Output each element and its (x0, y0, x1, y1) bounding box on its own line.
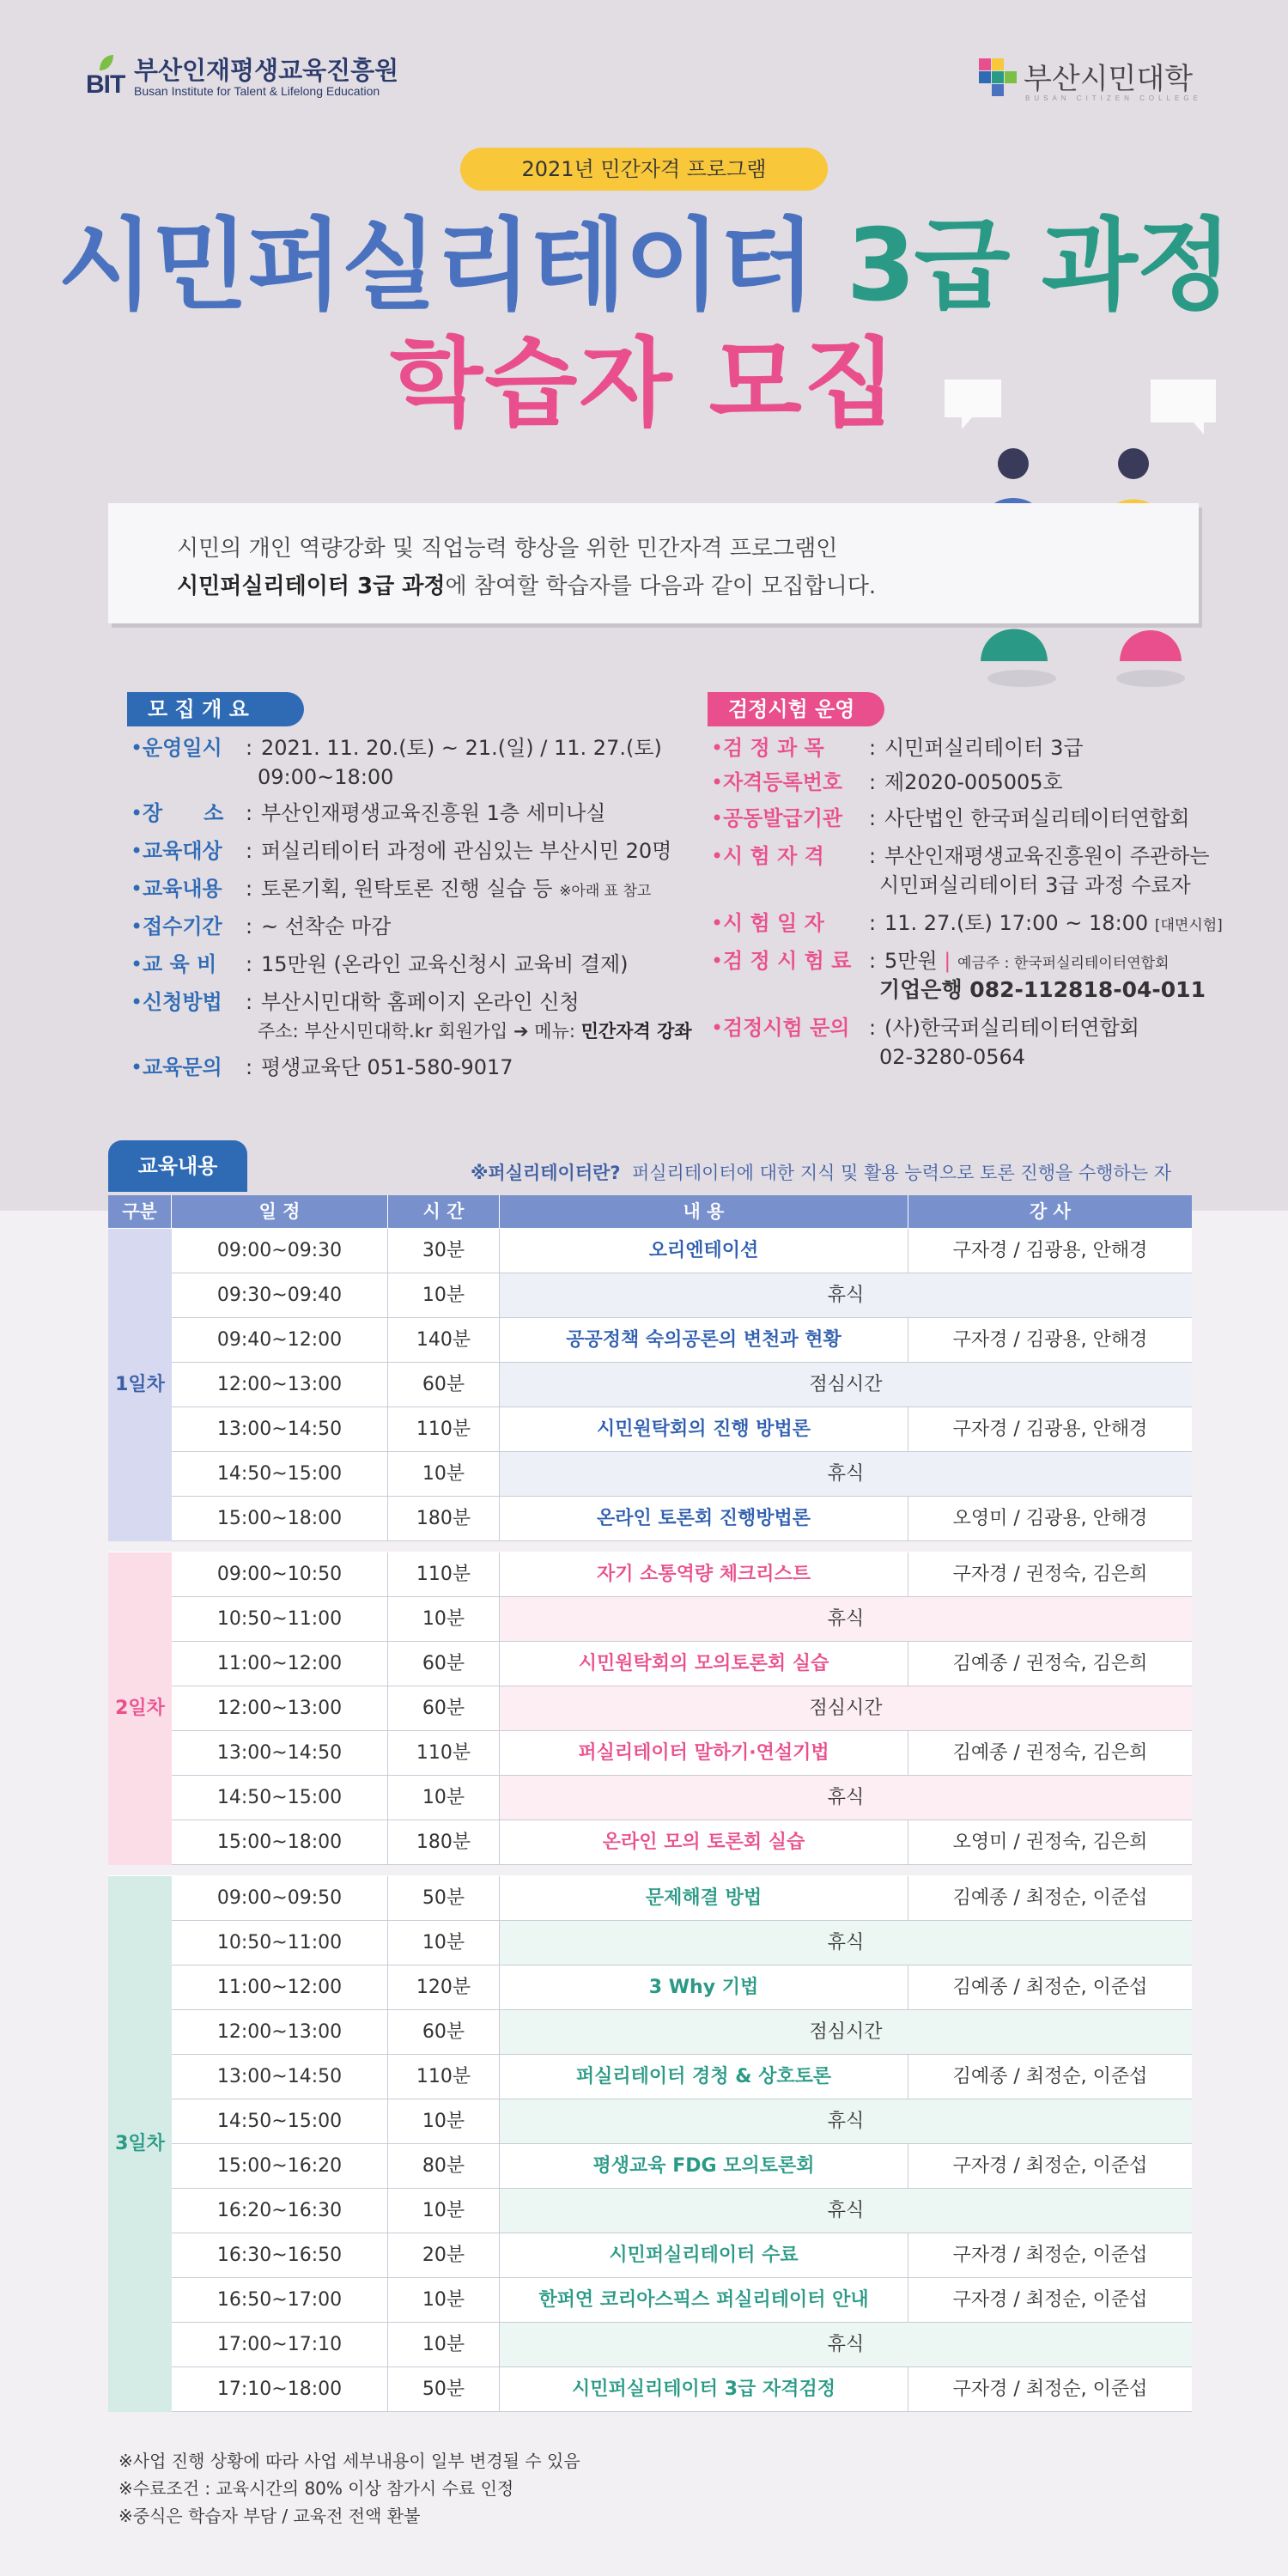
exam-item-regno: •자격등록번호 : 제2020-005005호 (711, 768, 1063, 797)
cell-instructor: 구자경 / 김광용, 안해경 (952, 1419, 1148, 1440)
cell-time: 14:50~15:00 (172, 1776, 388, 1820)
overview-label: 장 소 (143, 801, 224, 825)
cell-time: 09:30~09:40 (172, 1273, 388, 1317)
cell-content: 3 Why 기법 (500, 1965, 908, 2009)
cell-time: 13:00~14:50 (172, 1407, 388, 1451)
intro-box (108, 503, 1199, 623)
cell-content: 문제해결 방법 (500, 1876, 908, 1920)
table-row (172, 1642, 1192, 1686)
cell-duration: 30분 (388, 1229, 500, 1273)
cell-break: 점심시간 (500, 2010, 1192, 2054)
apply-menu: 민간자격 강좌 (580, 1021, 692, 1042)
cell-instructor: 김예종 / 권정숙, 김은희 (952, 1742, 1148, 1764)
cell-time: 11:00~12:00 (172, 1965, 388, 2009)
overview-label: 교 육 비 (143, 952, 217, 976)
table-row (172, 1318, 1192, 1363)
exam-label: 자격등록번호 (723, 770, 843, 794)
cell-time: 10:50~11:00 (172, 1921, 388, 1965)
bcc-logo[interactable] (979, 55, 1219, 106)
day-label-char: 차 (146, 1698, 165, 1719)
bcc-mark-icon (979, 58, 1017, 96)
cell-duration: 10분 (388, 2099, 500, 2143)
cell-duration: 110분 (388, 1407, 500, 1451)
schedule-body (108, 1228, 1192, 2412)
exam-label: 검 정 시 험 료 (723, 949, 852, 973)
schedule-tab[interactable]: 교육내용 (108, 1140, 247, 1192)
cell-break: 휴식 (500, 1776, 1192, 1820)
cell-duration: 50분 (388, 2367, 500, 2411)
cell-break: 휴식 (500, 1597, 1192, 1641)
exam-label: 시 험 자 격 (723, 844, 824, 868)
footnote: ※수료조건 : 교육시간의 80% 이상 참가시 수료 인정 (118, 2478, 514, 2499)
header-day: 구분 (108, 1195, 172, 1228)
cell-instructor: 구자경 / 권정숙, 김은희 (952, 1564, 1148, 1585)
overview-label: 교육내용 (143, 877, 222, 901)
table-row (172, 2144, 1192, 2189)
exam-value: 제2020-005005호 (884, 770, 1063, 794)
table-row (172, 1686, 1192, 1731)
bcc-name-ko: 부산시민대학 (1024, 62, 1194, 96)
day-block-2 (108, 1552, 1192, 1865)
cell-break: 휴식 (500, 1273, 1192, 1317)
bit-name-en: Busan Institute for Talent & Lifelong Education (134, 84, 380, 98)
cell-content: 한퍼연 코리아스픽스 퍼실리테이터 안내 (500, 2278, 908, 2322)
cell-instructor: 구자경 / 최정순, 이준섭 (952, 2245, 1148, 2266)
overview-item-contact: •교육문의 : 평생교육단 051-580-9017 (131, 1053, 513, 1082)
cell-duration: 20분 (388, 2233, 500, 2277)
overview-value: ~ 선착순 마감 (261, 914, 392, 939)
cell-duration: 10분 (388, 1597, 500, 1641)
day-block-3 (108, 1875, 1192, 2412)
exam-item-eligibility: •시 험 자 격 : 부산인재평생교육진흥원이 주관하는 시민퍼실리테이터 3급 과정 수료자 (711, 841, 1210, 871)
overview-value2: 09:00~18:00 (258, 765, 394, 789)
cell-time: 10:50~11:00 (172, 1597, 388, 1641)
main-title (0, 206, 1288, 326)
overview-item-content: •교육내용 : 토론기획, 원탁토론 진행 실습 등 ※아래 표 참고 (131, 874, 651, 906)
cell-duration: 60분 (388, 1642, 500, 1686)
bit-logo[interactable] (86, 50, 447, 101)
cell-content: 온라인 토론회 진행방법론 (500, 1497, 908, 1540)
cell-duration: 60분 (388, 1363, 500, 1406)
cell-duration: 80분 (388, 2144, 500, 2188)
facilitator-definition: ※퍼실리테이터란? 퍼실리테이터에 대한 지식 및 활용 능력으로 토론 진행을 수행하는 자 (471, 1163, 1172, 1183)
cell-time: 09:00~09:50 (172, 1876, 388, 1920)
day-label (108, 1229, 172, 1541)
cell-duration: 10분 (388, 2189, 500, 2233)
cell-break: 휴식 (500, 2099, 1192, 2143)
exam-item-date: •시 험 일 자 : 11. 27.(토) 17:00 ~ 18:00 [대면시험] (711, 908, 1223, 940)
bit-name-ko: 부산인재평생교육진흥원 (134, 56, 399, 85)
table-row (172, 1965, 1192, 2010)
table-row (172, 2367, 1192, 2412)
cell-time: 17:00~17:10 (172, 2323, 388, 2366)
bit-abbr: BIT (86, 70, 125, 99)
cell-break: 휴식 (500, 1921, 1192, 1965)
cell-content: 퍼실리테이터 경청 & 상호토론 (500, 2055, 908, 2099)
exam-heading: 검정시험 운영 (708, 692, 884, 726)
cell-content: 시민원탁회의 진행 방법론 (500, 1407, 908, 1451)
exam-account: 기업은행 082-112818-04-011 (879, 977, 1206, 1002)
overview-item-apply: •신청방법 : 부산시민대학 홈페이지 온라인 신청 주소: 부산시민대학.kr 회원가입 ➔ 메뉴: 민간자격 강좌 (131, 987, 580, 1017)
overview-value: 2021. 11. 20.(토) ~ 21.(일) / 11. 27.(토) (261, 736, 662, 760)
table-row (172, 2233, 1192, 2278)
day-block-1 (108, 1228, 1192, 1541)
cell-duration: 110분 (388, 1552, 500, 1596)
cell-break: 점심시간 (500, 1363, 1192, 1406)
cell-instructor: 구자경 / 최정순, 이준섭 (952, 2379, 1148, 2400)
exam-label: 검 정 과 목 (723, 736, 824, 760)
table-row (172, 1876, 1192, 1921)
cell-content: 시민원탁회의 모의토론회 실습 (500, 1642, 908, 1686)
cell-time: 13:00~14:50 (172, 1731, 388, 1775)
day-label-char: 일 (128, 1698, 147, 1719)
table-row (172, 1731, 1192, 1776)
overview-value: 부산시민대학 홈페이지 온라인 신청 (261, 990, 580, 1014)
cell-time: 16:20~16:30 (172, 2189, 388, 2233)
leaf-icon (96, 53, 115, 72)
cell-instructor: 오영미 / 권정숙, 김은희 (952, 1832, 1148, 1853)
cell-content: 오리엔테이션 (500, 1229, 908, 1273)
day-label-char: 차 (146, 1374, 165, 1395)
exam-value: 부산인재평생교육진흥원이 주관하는 (884, 844, 1210, 868)
table-row (172, 1776, 1192, 1820)
cell-duration: 180분 (388, 1497, 500, 1540)
cell-time: 12:00~13:00 (172, 1363, 388, 1406)
cell-instructor: 오영미 / 김광용, 안해경 (952, 1508, 1148, 1529)
day-label-char: 2 (115, 1698, 129, 1719)
cell-duration: 50분 (388, 1876, 500, 1920)
day-label-char: 일 (128, 2133, 147, 2154)
overview-item-place: •장 소 : 부산인재평생교육진흥원 1층 세미나실 (131, 799, 605, 828)
cell-time: 12:00~13:00 (172, 1686, 388, 1730)
cell-duration: 180분 (388, 1820, 500, 1864)
apply-address: 주소: 부산시민대학.kr 회원가입 ➔ 메뉴: 민간자격 강좌 (258, 1021, 692, 1042)
table-row (172, 2010, 1192, 2055)
intro-line2 (177, 568, 876, 600)
cell-duration: 10분 (388, 1921, 500, 1965)
cell-time: 14:50~15:00 (172, 1452, 388, 1496)
cell-instructor: 김예종 / 권정숙, 김은희 (952, 1653, 1148, 1674)
cell-time: 15:00~16:20 (172, 2144, 388, 2188)
cell-duration: 60분 (388, 1686, 500, 1730)
cell-duration: 60분 (388, 2010, 500, 2054)
overview-value: 평생교육단 051-580-9017 (261, 1055, 513, 1079)
table-row (172, 1407, 1192, 1452)
main-title-line2: 학습자 모집 (390, 328, 898, 440)
header-content: 내 용 (500, 1195, 908, 1228)
overview-heading: 모 집 개 요 (127, 692, 304, 726)
cell-break: 휴식 (500, 2323, 1192, 2366)
cell-content: 자기 소통역량 체크리스트 (500, 1552, 908, 1596)
apply-url-link[interactable]: 주소: 부산시민대학.kr (258, 1021, 433, 1042)
table-row (172, 2189, 1192, 2233)
overview-item-fee: •교 육 비 : 15만원 (온라인 교육신청시 교육비 결제) (131, 950, 629, 979)
overview-value: 부산인재평생교육진흥원 1층 세미나실 (261, 801, 606, 825)
overview-item-target: •교육대상 : 퍼실리테이터 과정에 관심있는 부산시민 20명 (131, 836, 671, 866)
exam-value: 시민퍼실리테이터 3급 (884, 736, 1084, 760)
cell-break: 휴식 (500, 1452, 1192, 1496)
table-row (172, 1363, 1192, 1407)
cell-content: 평생교육 FDG 모의토론회 (500, 2144, 908, 2188)
overview-item-period: •접수기간 : ~ 선착순 마감 (131, 912, 391, 941)
overview-label: 교육문의 (143, 1055, 222, 1079)
day-label-char: 3 (115, 2133, 129, 2154)
header-duration: 시 간 (388, 1195, 500, 1228)
exam-item-subject: •검 정 과 목 : 시민퍼실리테이터 3급 (711, 733, 1084, 762)
footnotes (118, 2447, 580, 2530)
cell-duration: 10분 (388, 2278, 500, 2322)
footnote: ※중식은 학습자 부담 / 교육전 전액 환불 (118, 2506, 421, 2526)
bcc-name-en: BUSAN CITIZEN COLLEGE (1025, 94, 1202, 102)
cell-duration: 140분 (388, 1318, 500, 1362)
cell-content: 시민퍼실리테이터 3급 자격검정 (500, 2367, 908, 2411)
day-label-char: 일 (128, 1374, 147, 1395)
title-part2: 3급 과정 (846, 208, 1231, 324)
cell-content: 퍼실리테이터 말하기·연설기법 (500, 1731, 908, 1775)
exam-label: 검정시험 문의 (723, 1016, 850, 1040)
table-row (172, 1820, 1192, 1865)
cell-duration: 110분 (388, 2055, 500, 2099)
header-instructor: 강 사 (1030, 1201, 1071, 1222)
cell-duration: 10분 (388, 1452, 500, 1496)
cell-time: 16:50~17:00 (172, 2278, 388, 2322)
cell-time: 16:30~16:50 (172, 2233, 388, 2277)
cell-time: 09:00~10:50 (172, 1552, 388, 1596)
schedule-table (108, 1195, 1192, 2412)
overview-item-schedule: •운영일시 : 2021. 11. 20.(토) ~ 21.(일) / 11. 27.(토) 09:00~18:00 (131, 733, 662, 762)
year-pill: 2021년 민간자격 프로그램 (460, 148, 828, 191)
table-row (172, 2055, 1192, 2099)
exam-note: 예금주 : 한국퍼실리테이터연합회 (957, 955, 1170, 972)
overview-value: 퍼실리테이터 과정에 관심있는 부산시민 20명 (261, 839, 672, 863)
cell-instructor: 구자경 / 최정순, 이준섭 (952, 2289, 1148, 2311)
cell-duration: 10분 (388, 1273, 500, 1317)
table-row (172, 1229, 1192, 1273)
exam-pipe: | (944, 949, 951, 973)
cell-instructor: 김예종 / 최정순, 이준섭 (952, 1977, 1148, 1998)
cell-time: 14:50~15:00 (172, 2099, 388, 2143)
day-label (108, 1876, 172, 2412)
cell-instructor: 김예종 / 최정순, 이준섭 (952, 1887, 1148, 1909)
exam-value: (사)한국퍼실리테이터연합회 (884, 1016, 1139, 1040)
table-row (172, 1273, 1192, 1318)
cell-duration: 10분 (388, 1776, 500, 1820)
cell-time: 13:00~14:50 (172, 2055, 388, 2099)
cell-time: 12:00~13:00 (172, 2010, 388, 2054)
exam-value: 11. 27.(토) 17:00 ~ 18:00 (884, 911, 1149, 935)
table-row (172, 1921, 1192, 1965)
cell-instructor: 구자경 / 김광용, 안해경 (952, 1329, 1148, 1351)
exam-value: 사단법인 한국퍼실리테이터연합회 (884, 806, 1190, 830)
intro-line2-rest: 에 참여할 학습자를 다음과 같이 모집합니다. (445, 574, 877, 599)
exam-item-issuer: •공동발급기관 : 사단법인 한국퍼실리테이터연합회 (711, 804, 1189, 833)
exam-note: [대면시험] (1154, 917, 1223, 934)
table-row (172, 2323, 1192, 2367)
cell-duration: 110분 (388, 1731, 500, 1775)
bit-mark (86, 53, 125, 100)
cell-time: 09:00~09:30 (172, 1229, 388, 1273)
table-row (172, 1497, 1192, 1541)
exam-label: 공동발급기관 (723, 806, 843, 830)
cell-content: 공공정책 숙의공론의 변천과 현황 (500, 1318, 908, 1362)
table-row (172, 1452, 1192, 1497)
day-label (108, 1552, 172, 1865)
exam-value: 5만원 (884, 949, 938, 973)
footnote: ※사업 진행 상황에 따라 사업 세부내용이 일부 변경될 수 있음 (118, 2451, 580, 2471)
schedule-header (108, 1195, 1192, 1228)
table-row (172, 2278, 1192, 2323)
intro-course-name: 시민퍼실리테이터 3급 과정 (177, 574, 446, 599)
cell-time: 09:40~12:00 (172, 1318, 388, 1362)
overview-label: 접수기간 (143, 914, 222, 939)
header-time: 일 정 (172, 1195, 388, 1228)
table-row (172, 1597, 1192, 1642)
cell-instructor: 구자경 / 최정순, 이준섭 (952, 2155, 1148, 2177)
overview-label: 운영일시 (143, 736, 222, 760)
overview-note: ※아래 표 참고 (559, 883, 652, 900)
day-label-char: 차 (146, 2133, 165, 2154)
cell-instructor: 구자경 / 김광용, 안해경 (952, 1240, 1148, 1261)
cell-break: 점심시간 (500, 1686, 1192, 1730)
cell-time: 15:00~18:00 (172, 1497, 388, 1540)
cell-content: 온라인 모의 토론회 실습 (500, 1820, 908, 1864)
cell-duration: 10분 (388, 2323, 500, 2366)
cell-content: 시민퍼실리테이터 수료 (500, 2233, 908, 2277)
intro-line1: 시민의 개인 역량강화 및 직업능력 향상을 위한 민간자격 프로그램인 (177, 536, 838, 562)
cell-break: 휴식 (500, 2189, 1192, 2233)
cell-duration: 120분 (388, 1965, 500, 2009)
exam-label: 시 험 일 자 (723, 911, 824, 935)
overview-value: 토론기획, 원탁토론 진행 실습 등 (261, 877, 553, 901)
table-row (172, 1552, 1192, 1597)
cell-instructor: 김예종 / 최정순, 이준섭 (952, 2066, 1148, 2087)
cell-time: 11:00~12:00 (172, 1642, 388, 1686)
exam-value2: 02-3280-0564 (879, 1045, 1026, 1069)
table-row (172, 2099, 1192, 2144)
exam-item-fee: •검 정 시 험 료 : 5만원 | 예금주 : 한국퍼실리테이터연합회 기업은행 082-112818-04-011 (711, 946, 1169, 978)
exam-value2: 시민퍼실리테이터 3급 과정 수료자 (879, 873, 1191, 897)
overview-value: 15만원 (온라인 교육신청시 교육비 결제) (261, 952, 629, 976)
cell-time: 15:00~18:00 (172, 1820, 388, 1864)
overview-label: 교육대상 (143, 839, 222, 863)
cell-time: 17:10~18:00 (172, 2367, 388, 2411)
exam-item-contact: •검정시험 문의 : (사)한국퍼실리테이터연합회 02-3280-0564 (711, 1013, 1139, 1042)
title-part1: 시민퍼실리테이터 (57, 208, 814, 324)
overview-label: 신청방법 (143, 990, 222, 1014)
day-label-char: 1 (115, 1374, 129, 1395)
